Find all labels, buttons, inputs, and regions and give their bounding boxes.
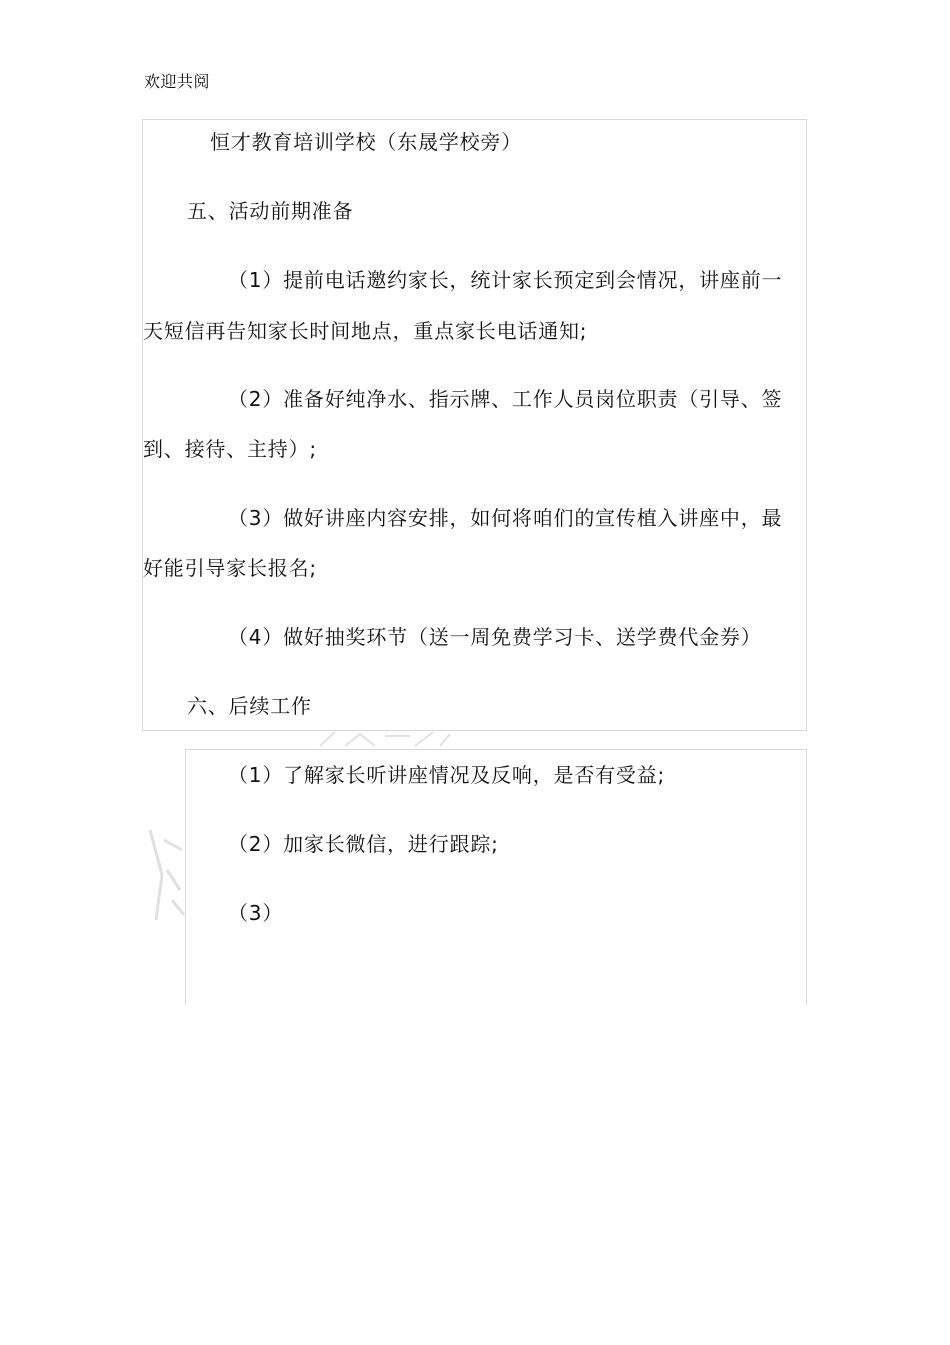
prep-item-1-line-2: 天短信再告知家长时间地点，重点家长电话通知; <box>143 319 588 343</box>
section-heading-followup: 六、后续工作 <box>187 694 312 718</box>
school-line: 恒才教育培训学校（东晟学校旁） <box>210 130 522 154</box>
prep-item-3-line-1: （3）做好讲座内容安排，如何将咱们的宣传植入讲座中，最 <box>228 506 783 530</box>
prep-item-2-line-1: （2）准备好纯净水、指示牌、工作人员岗位职责（引导、签 <box>228 387 783 411</box>
followup-item-1: （1）了解家长听讲座情况及反响，是否有受益; <box>228 763 666 787</box>
prep-item-2-line-2: 到、接待、主持）; <box>143 437 317 461</box>
header-note: 欢迎共阅 <box>144 72 211 91</box>
prep-item-3-line-2: 好能引导家长报名; <box>143 556 317 580</box>
prep-item-1-line-1: （1）提前电话邀约家长，统计家长预定到会情况，讲座前一 <box>228 268 783 292</box>
section-heading-preparation: 五、活动前期准备 <box>187 199 354 223</box>
followup-item-2: （2）加家长微信，进行跟踪; <box>228 832 499 856</box>
prep-item-4-line-1: （4）做好抽奖环节（送一周免费学习卡、送学费代金券） <box>228 625 762 649</box>
watermark-fragment-top <box>315 728 455 750</box>
followup-item-3: （3） <box>228 901 284 925</box>
